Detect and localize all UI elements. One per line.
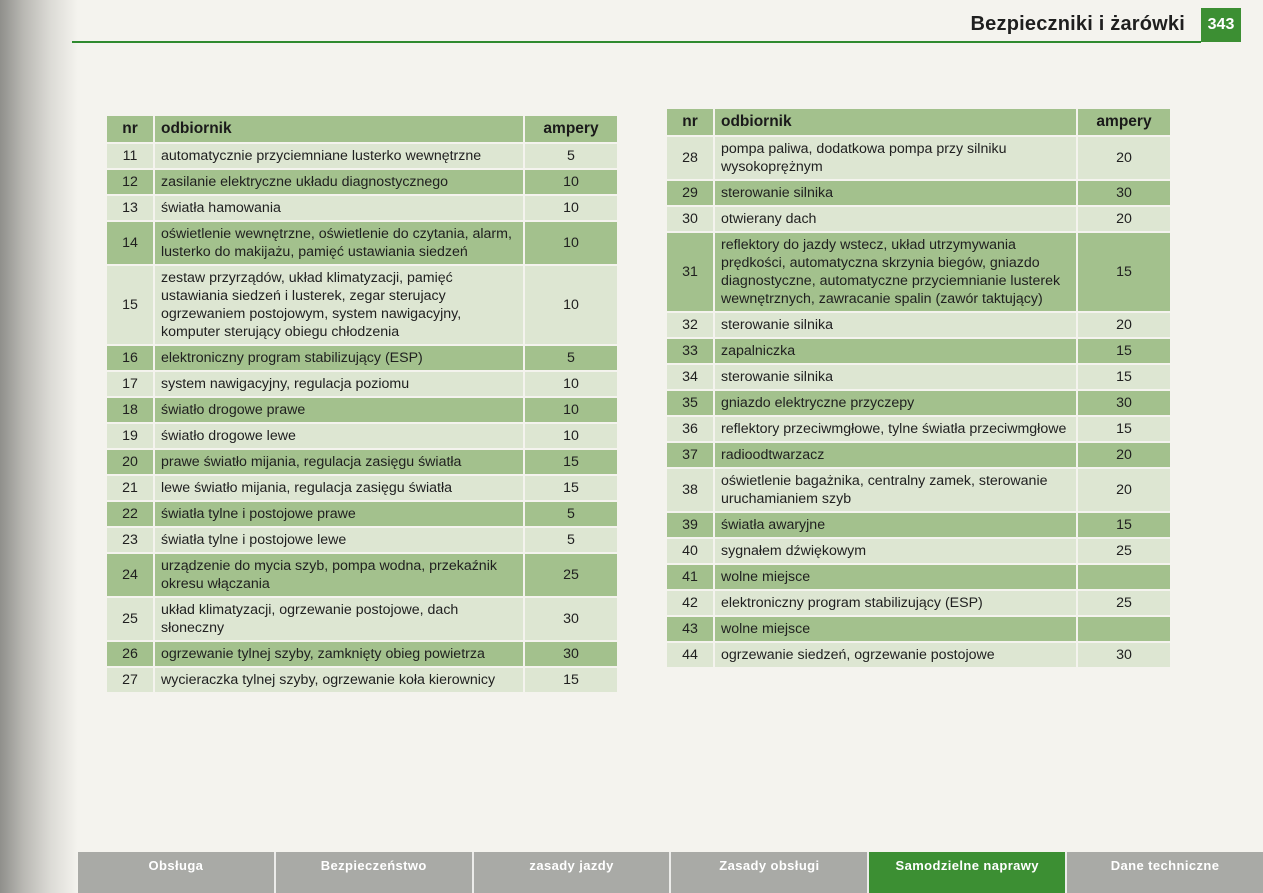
fuse-number-cell: 36 <box>667 417 713 441</box>
fuse-number-cell: 22 <box>107 502 153 526</box>
fuse-number-cell: 42 <box>667 591 713 615</box>
consumer-cell: pompa paliwa, dodatkowa pompa przy silniku wysokoprężnym <box>713 137 1076 179</box>
amperage-cell: 10 <box>523 424 617 448</box>
fuse-number-cell: 43 <box>667 617 713 641</box>
table-row <box>667 207 1170 231</box>
amperage-cell: 5 <box>523 346 617 370</box>
table-row <box>667 469 1170 511</box>
amperage-cell: 25 <box>1076 539 1170 563</box>
table-row <box>107 398 617 422</box>
consumer-cell: zestaw przyrządów, układ klimatyzacji, pamięć ustawiania siedzeń i lusterek, zegar sterujacy ogrzewaniem postojowym, system nawigacyjny, komputer sterujący obiegu chłodzenia <box>153 266 523 344</box>
amperage-cell: 15 <box>1076 365 1170 389</box>
table-row <box>107 266 617 344</box>
consumer-cell: elektroniczny program stabilizujący (ESP) <box>713 591 1076 615</box>
table-row <box>667 233 1170 311</box>
table-row <box>667 181 1170 205</box>
fuse-number-cell: 38 <box>667 469 713 511</box>
table-row <box>107 502 617 526</box>
consumer-cell: radioodtwarzacz <box>713 443 1076 467</box>
amperage-cell: 20 <box>1076 313 1170 337</box>
consumer-cell: wolne miejsce <box>713 617 1076 641</box>
fuse-number-cell: 39 <box>667 513 713 537</box>
consumer-cell: reflektory do jazdy wstecz, układ utrzymywania prędkości, automatyczna skrzynia biegów, gniazdo diagnostyczne, automatyczne przyciemnianie lusterek wewnętrznych, zawracanie spalin (zawór taktujący) <box>713 233 1076 311</box>
column-header-amps: ampery <box>523 116 617 142</box>
fuse-number-cell: 41 <box>667 565 713 589</box>
fuse-number-cell: 12 <box>107 170 153 194</box>
section-tab[interactable]: Zasady obsługi <box>671 852 869 893</box>
amperage-cell: 5 <box>523 528 617 552</box>
consumer-cell: zasilanie elektryczne układu diagnostycznego <box>153 170 523 194</box>
fuse-number-cell: 44 <box>667 643 713 667</box>
amperage-cell: 30 <box>1076 391 1170 415</box>
consumer-cell: automatycznie przyciemniane lusterko wewnętrzne <box>153 144 523 168</box>
fuse-number-cell: 33 <box>667 339 713 363</box>
table-row <box>667 417 1170 441</box>
amperage-cell: 25 <box>1076 591 1170 615</box>
consumer-cell: oświetlenie bagażnika, centralny zamek, sterowanie uruchamianiem szyb <box>713 469 1076 511</box>
amperage-cell: 20 <box>1076 137 1170 179</box>
fuse-number-cell: 17 <box>107 372 153 396</box>
section-tab[interactable]: Obsługa <box>78 852 276 893</box>
amperage-cell: 30 <box>523 598 617 640</box>
amperage-cell: 20 <box>1076 443 1170 467</box>
amperage-cell: 5 <box>523 144 617 168</box>
table-row <box>667 617 1170 641</box>
consumer-cell: światło drogowe lewe <box>153 424 523 448</box>
fuse-number-cell: 11 <box>107 144 153 168</box>
table-row <box>667 339 1170 363</box>
page-title: Bezpieczniki i żarówki <box>970 13 1185 35</box>
consumer-cell: światła tylne i postojowe prawe <box>153 502 523 526</box>
amperage-cell: 10 <box>523 222 617 264</box>
fuse-number-cell: 27 <box>107 668 153 692</box>
amperage-cell: 15 <box>523 450 617 474</box>
consumer-cell: sterowanie silnika <box>713 313 1076 337</box>
table-row <box>667 591 1170 615</box>
table-row <box>107 144 617 168</box>
page-binding-shadow <box>0 0 78 893</box>
amperage-cell: 15 <box>1076 513 1170 537</box>
fuse-number-cell: 29 <box>667 181 713 205</box>
table-row <box>667 391 1170 415</box>
section-tab[interactable]: Bezpieczeństwo <box>276 852 474 893</box>
table-row <box>107 346 617 370</box>
column-header-nr: nr <box>107 116 153 142</box>
amperage-cell: 30 <box>1076 643 1170 667</box>
fuse-number-cell: 32 <box>667 313 713 337</box>
fuse-number-cell: 16 <box>107 346 153 370</box>
fuse-number-cell: 15 <box>107 266 153 344</box>
table-header-row <box>667 109 1170 135</box>
table-row <box>107 222 617 264</box>
page-number-badge: 343 <box>1201 8 1241 42</box>
consumer-cell: ogrzewanie tylnej szyby, zamknięty obieg powietrza <box>153 642 523 666</box>
table-row <box>667 443 1170 467</box>
amperage-cell <box>1076 617 1170 641</box>
consumer-cell: światło drogowe prawe <box>153 398 523 422</box>
amperage-cell: 10 <box>523 196 617 220</box>
consumer-cell: oświetlenie wewnętrzne, oświetlenie do czytania, alarm, lusterko do makijażu, pamięć ustawiania siedzeń <box>153 222 523 264</box>
consumer-cell: zapalniczka <box>713 339 1076 363</box>
amperage-cell: 15 <box>1076 233 1170 311</box>
table-row <box>107 196 617 220</box>
section-tab[interactable]: Samodzielne naprawy <box>869 852 1067 893</box>
section-nav-bar <box>78 852 1263 893</box>
fuse-number-cell: 21 <box>107 476 153 500</box>
table-row <box>667 539 1170 563</box>
fuse-number-cell: 13 <box>107 196 153 220</box>
consumer-cell: sterowanie silnika <box>713 365 1076 389</box>
table-header-row <box>107 116 617 142</box>
table-row <box>107 450 617 474</box>
consumer-cell: prawe światło mijania, regulacja zasięgu światła <box>153 450 523 474</box>
table-row <box>107 170 617 194</box>
table-row <box>107 528 617 552</box>
table-row <box>107 598 617 640</box>
fuse-number-cell: 40 <box>667 539 713 563</box>
amperage-cell: 25 <box>523 554 617 596</box>
amperage-cell: 20 <box>1076 469 1170 511</box>
fuse-number-cell: 18 <box>107 398 153 422</box>
column-header-consumer: odbiornik <box>713 109 1076 135</box>
consumer-cell: gniazdo elektryczne przyczepy <box>713 391 1076 415</box>
fuse-number-cell: 24 <box>107 554 153 596</box>
consumer-cell: ogrzewanie siedzeń, ogrzewanie postojowe <box>713 643 1076 667</box>
table-row <box>107 476 617 500</box>
amperage-cell: 10 <box>523 372 617 396</box>
column-header-nr: nr <box>667 109 713 135</box>
table-row <box>107 668 617 692</box>
consumer-cell: elektroniczny program stabilizujący (ESP) <box>153 346 523 370</box>
table-row <box>107 372 617 396</box>
fuse-number-cell: 23 <box>107 528 153 552</box>
fuse-table-right <box>667 107 1170 669</box>
fuse-number-cell: 30 <box>667 207 713 231</box>
amperage-cell: 30 <box>523 642 617 666</box>
fuse-number-cell: 28 <box>667 137 713 179</box>
fuse-number-cell: 19 <box>107 424 153 448</box>
amperage-cell: 10 <box>523 398 617 422</box>
fuse-number-cell: 31 <box>667 233 713 311</box>
table-row <box>107 424 617 448</box>
section-tab[interactable]: Dane techniczne <box>1110 858 1220 873</box>
table-row <box>667 565 1170 589</box>
fuse-table-left <box>107 114 617 694</box>
fuse-number-cell: 14 <box>107 222 153 264</box>
consumer-cell: urządzenie do mycia szyb, pompa wodna, przekaźnik okresu włączania <box>153 554 523 596</box>
consumer-cell: światła hamowania <box>153 196 523 220</box>
consumer-cell: reflektory przeciwmgłowe, tylne światła przeciwmgłowe <box>713 417 1076 441</box>
table-row <box>667 643 1170 667</box>
fuse-number-cell: 26 <box>107 642 153 666</box>
amperage-cell: 15 <box>523 476 617 500</box>
table-row <box>667 365 1170 389</box>
table-row <box>667 513 1170 537</box>
consumer-cell: system nawigacyjny, regulacja poziomu <box>153 372 523 396</box>
header-divider <box>72 41 1201 43</box>
amperage-cell: 15 <box>1076 339 1170 363</box>
consumer-cell: sterowanie silnika <box>713 181 1076 205</box>
consumer-cell: sygnałem dźwiękowym <box>713 539 1076 563</box>
table-row <box>667 313 1170 337</box>
amperage-cell: 10 <box>523 170 617 194</box>
table-row <box>107 554 617 596</box>
fuse-number-cell: 37 <box>667 443 713 467</box>
consumer-cell: lewe światło mijania, regulacja zasięgu światła <box>153 476 523 500</box>
consumer-cell: światła awaryjne <box>713 513 1076 537</box>
fuse-number-cell: 20 <box>107 450 153 474</box>
amperage-cell: 15 <box>1076 417 1170 441</box>
amperage-cell <box>1076 565 1170 589</box>
amperage-cell: 20 <box>1076 207 1170 231</box>
consumer-cell: wycieraczka tylnej szyby, ogrzewanie koła kierownicy <box>153 668 523 692</box>
consumer-cell: otwierany dach <box>713 207 1076 231</box>
amperage-cell: 10 <box>523 266 617 344</box>
fuse-number-cell: 34 <box>667 365 713 389</box>
consumer-cell: wolne miejsce <box>713 565 1076 589</box>
fuse-number-cell: 25 <box>107 598 153 640</box>
amperage-cell: 30 <box>1076 181 1170 205</box>
table-row <box>107 642 617 666</box>
amperage-cell: 15 <box>523 668 617 692</box>
table-row <box>667 137 1170 179</box>
column-header-consumer: odbiornik <box>153 116 523 142</box>
column-header-amps: ampery <box>1076 109 1170 135</box>
amperage-cell: 5 <box>523 502 617 526</box>
consumer-cell: układ klimatyzacji, ogrzewanie postojowe, dach słoneczny <box>153 598 523 640</box>
consumer-cell: światła tylne i postojowe lewe <box>153 528 523 552</box>
fuse-number-cell: 35 <box>667 391 713 415</box>
section-tab[interactable]: zasady jazdy <box>474 852 672 893</box>
